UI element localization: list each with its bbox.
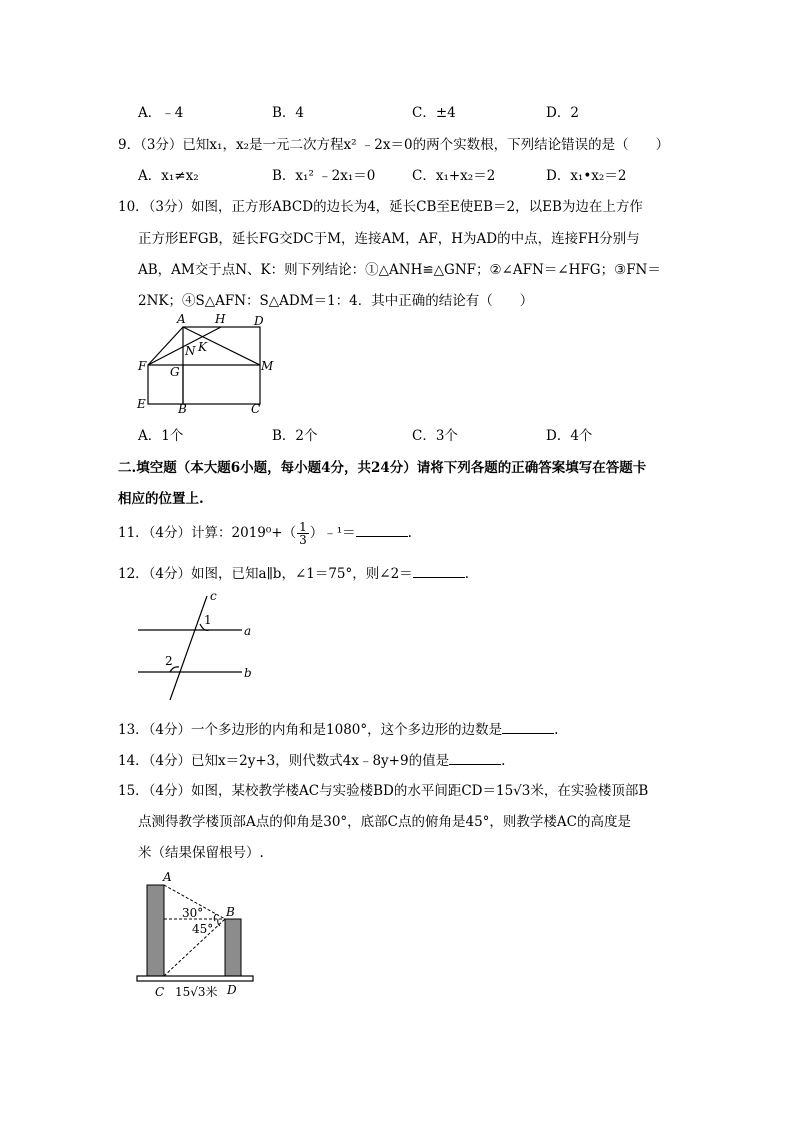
q12-end: . (464, 566, 469, 582)
q9-stem: 9．（3分）已知x₁，x₂是一元二次方程x² ﹣2x＝0的两个实数根，下列结论错误的是（ ） (118, 137, 670, 153)
q10-line-3: AB，AM交于点N、K：则下列结论：①△ANH≌△GNF；②∠AFN＝∠HFG；③FN＝ (138, 262, 661, 278)
q10-option-a: A．1个 (138, 428, 184, 444)
q10-label-a: A (177, 312, 186, 326)
q14-answer-blank (449, 750, 501, 765)
q10-label-m: M (261, 359, 274, 373)
q15-figure (130, 868, 265, 1003)
q11-fraction (297, 521, 309, 546)
q14-stem (118, 750, 505, 770)
q12-label-a: a (244, 624, 252, 638)
q15-line-1: 15．（4分）如图，某校教学楼AC与实验楼BD的水平间距CD＝15√3米，在实验楼顶部B (118, 783, 649, 799)
q14-end: . (501, 753, 506, 769)
q8-option-b: B．4 (272, 105, 305, 121)
q15-label-30deg: 30° (182, 906, 204, 920)
q15-line-3: 米（结果保留根号）. (138, 845, 264, 861)
q9-option-d: D．x₁•x₂＝2 (546, 168, 627, 184)
q8-option-d: D．2 (546, 105, 579, 121)
q10-option-b: B．2个 (272, 428, 318, 444)
q11-prefix: 11．（4分）计算：2019⁰+（ (118, 525, 297, 541)
q10-label-c: C (251, 402, 261, 416)
q10-line-1: 10．（3分）如图，正方形ABCD的边长为4，延长CB至E使EB＝2，以EB为边在上方作 (118, 199, 643, 215)
q10-option-c: C．3个 (412, 428, 458, 444)
q9-option-b: B．x₁² ﹣2x₁＝0 (272, 168, 376, 184)
q13-answer-blank (502, 719, 554, 734)
q9-option-a: A．x₁≠x₂ (138, 168, 199, 184)
q12-label-1: 1 (204, 613, 212, 627)
q10-label-n: N (185, 344, 196, 358)
q12-label-2: 2 (165, 654, 173, 668)
q8-option-a: A．﹣4 (138, 105, 184, 121)
q8-option-c: C．±4 (412, 105, 456, 121)
q10-option-d: D．4个 (546, 428, 593, 444)
q10-figure (130, 310, 280, 420)
q12-text: 12．（4分）如图，已知a∥b，∠1＝75°，则∠2＝ (118, 566, 413, 582)
q15-label-c: C (155, 985, 165, 999)
q13-text: 13．（4分）一个多边形的内角和是1080°，这个多边形的边数是 (118, 722, 503, 738)
q11-end: . (407, 525, 412, 541)
q11-numerator: 1 (299, 520, 307, 534)
q12-figure (130, 588, 260, 703)
q13-end: . (554, 722, 559, 738)
q12-stem (118, 563, 469, 583)
q14-text: 14．（4分）已知x＝2y+3，则代数式4x﹣8y+9的值是 (118, 753, 450, 769)
q12-label-c: c (210, 589, 217, 603)
q11-answer-blank (356, 522, 408, 537)
q11-denominator: 3 (299, 533, 307, 547)
q10-label-h: H (215, 312, 226, 326)
q12-answer-blank (413, 563, 465, 578)
section2-heading-line-2: 相应的位置上. (118, 491, 204, 507)
q10-label-d: D (254, 314, 264, 328)
q10-label-e: E (137, 397, 146, 411)
q15-label-d: D (227, 983, 237, 997)
q15-label-b: B (226, 905, 235, 919)
q10-label-f: F (138, 359, 147, 373)
q15-line-2: 点测得教学楼顶部A点的仰角是30°，底部C点的俯角是45°，则教学楼AC的高度是 (138, 814, 632, 830)
q11-stem (118, 521, 412, 546)
q10-line-4: 2NK；④S△AFN：S△ADM＝1：4．其中正确的结论有（ ） (138, 293, 534, 309)
q15-label-a: A (163, 870, 172, 884)
q9-option-c: C．x₁+x₂＝2 (412, 168, 496, 184)
q10-line-2: 正方形EFGB，延长FG交DC于M，连接AM，AF，H为AD的中点，连接FH分别与 (138, 231, 640, 247)
q11-suffix: ）﹣¹＝ (309, 525, 356, 541)
q10-label-b: B (178, 402, 187, 416)
q10-label-g: G (170, 365, 180, 379)
q13-stem (118, 719, 558, 739)
q12-label-b: b (244, 666, 252, 680)
q15-label-distance: 15√3米 (175, 985, 218, 999)
section2-heading-line-1: 二.填空题（本大题6小题，每小题4分，共24分）请将下列各题的正确答案填写在答题卡 (118, 460, 647, 476)
q10-label-k: K (198, 340, 207, 354)
q15-label-45deg: 45° (192, 922, 214, 936)
